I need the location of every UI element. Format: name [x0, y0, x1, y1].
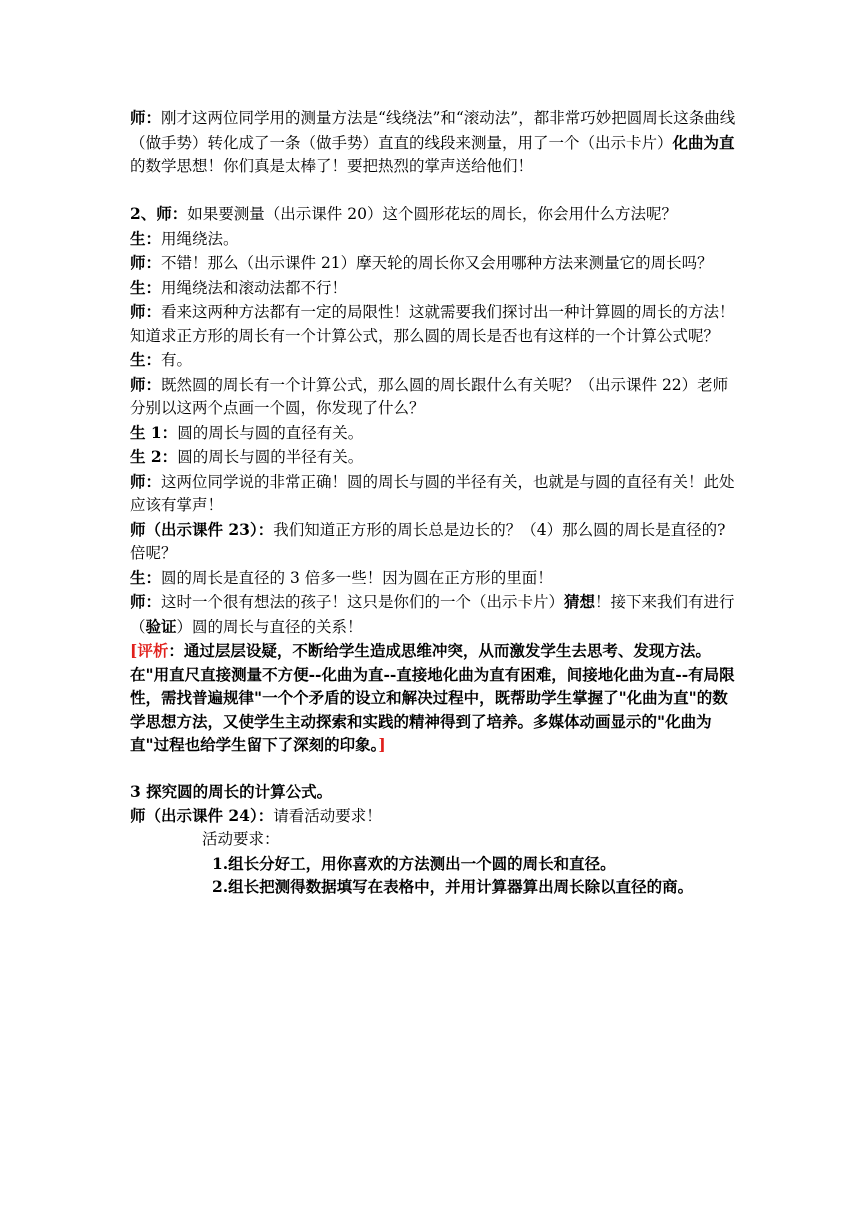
- document-body: [130, 106, 740, 899]
- paragraph-text: 这时一个很有想法的孩子！这只是你们的一个（出示卡片）: [161, 593, 565, 611]
- evaluation-label: [评析: [130, 641, 169, 660]
- paragraph-text: 的数学思想！你们真是太棒了！要把热烈的掌声送给他们！: [130, 157, 534, 175]
- paragraph-student-1: [130, 227, 740, 252]
- blank-line: [130, 757, 740, 781]
- speaker-label: 师（出示课件 24）：: [130, 805, 274, 825]
- paragraph-text: 不错！那么（出示课件 21）摩天轮的周长你又会用哪种方法来测量它的周长吗？: [161, 254, 713, 272]
- activity-requirements-title: 活动要求：: [202, 830, 280, 848]
- paragraph-text: 圆的周长是直径的 3 倍多一些！因为圆在正方形的里面！: [161, 568, 553, 587]
- paragraph-student-3: [130, 348, 740, 373]
- speaker-label: 2、师：: [130, 204, 188, 223]
- activity-requirement-item: 1.组长分好工，用你喜欢的方法测出一个圆的周长和直径。: [212, 853, 616, 873]
- speaker-label: 生 1：: [130, 422, 178, 442]
- speaker-label: 师：: [130, 592, 162, 611]
- paragraph-text: 如果要测量（出示课件 20）这个圆形花坛的周长，你会用什么方法呢？: [187, 205, 677, 223]
- paragraph-text: 圆的周长与圆的直径有关。: [177, 423, 364, 442]
- section-heading: 3 探究圆的周长的计算公式。: [130, 782, 333, 801]
- paragraph-teacher-4: [130, 300, 740, 348]
- paragraph-text: ！接下来我们有进行（: [130, 593, 735, 636]
- paragraph-student-2: [130, 276, 740, 301]
- speaker-label: 生：: [130, 567, 162, 587]
- paragraph-student-5: [130, 445, 740, 470]
- paragraph-text: ）圆的周长与直径的关系！: [176, 617, 363, 636]
- emphasis-text: 化曲为直: [672, 132, 735, 152]
- paragraph-text: 既然圆的周长有一个计算公式，那么圆的周长跟什么有关呢？（出示课件 22）老师分别以这两个点画一个圆，你发现了什么？: [130, 375, 729, 417]
- paragraph-teacher-6: [130, 470, 740, 518]
- speaker-label: 师：: [130, 471, 162, 491]
- paragraph-text: 我们知道正方形的周长总是边长的？（4）那么圆的周长是直径的?倍呢？: [130, 520, 726, 562]
- evaluation-paragraph: [130, 639, 740, 757]
- paragraph-teacher-5: [130, 373, 740, 421]
- speaker-label: 师（出示课件 23）：: [130, 519, 274, 539]
- paragraph-text: 看来这两种方法都有一定的局限性！这就需要我们探讨出一种计算圆的周长的方法！知道求正方形的周长有一个计算公式，那么圆的周长是否也有这样的一个计算公式呢？: [130, 303, 735, 345]
- speaker-label: 生 2：: [130, 447, 178, 466]
- paragraph-text: 用绳绕法和滚动法都不行！: [161, 278, 348, 297]
- paragraph-teacher-2: [130, 202, 740, 227]
- evaluation-close-bracket: ]: [378, 735, 386, 754]
- paragraph-text: 这两位同学说的非常正确！圆的周长与圆的半径有关，也就是与圆的直径有关！此处应该有掌声！: [130, 472, 735, 514]
- speaker-label: 生：: [130, 228, 162, 248]
- paragraph-text: 圆的周长与圆的半径有关。: [177, 448, 364, 466]
- paragraph-text: 刚才这两位同学用的测量方法是“线绕法”和“滚动法”，都非常巧妙把圆周长这条曲线（做手势）转化成了一条（做手势）直直的线段来测量，用了一个（出示卡片）: [130, 109, 736, 152]
- speaker-label: 生：: [130, 350, 162, 369]
- paragraph-student-6: [130, 566, 740, 591]
- paragraph-text: 有。: [161, 351, 193, 369]
- speaker-label: 师：: [130, 302, 162, 321]
- speaker-label: 师：: [130, 374, 162, 394]
- emphasis-text: 验证: [145, 616, 177, 636]
- paragraph-student-4: [130, 421, 740, 446]
- paragraph-teacher-7: [130, 518, 740, 566]
- evaluation-colon: ：: [168, 641, 184, 660]
- paragraph-teacher-8: [130, 590, 740, 639]
- paragraph-text: 请看活动要求！: [273, 806, 382, 825]
- paragraph-teacher-1: [130, 106, 740, 179]
- speaker-label: 师：: [130, 253, 162, 272]
- blank-line: [130, 179, 740, 203]
- paragraph-text: 用绳绕法。: [161, 229, 239, 248]
- speaker-label: 生：: [130, 277, 162, 297]
- emphasis-text: 猜想: [564, 592, 596, 611]
- paragraph-teacher-3: [130, 251, 740, 276]
- paragraph-teacher-9: [130, 804, 740, 829]
- evaluation-text: 通过层层设疑，不断给学生造成思维冲突，从而激发学生去思考、发现方法。在"用直尺直接测量不方便--化曲为直--直接地化曲为直有困难，间接地化曲为直--有局限性，需找普遍规律"一个个矛盾的设立和解决过程中，既帮助学生掌握了"化曲为直"的数学思想方法，又使学生主动探索和实践的精神得到了培养。多媒体动画显示的"化曲为直"过程也给学生留下了深刻的印象。: [130, 641, 735, 754]
- activity-requirement-item: 2.组长把测得数据填写在表格中，并用计算器算出周长除以直径的商。: [212, 877, 694, 896]
- speaker-label: 师：: [130, 108, 162, 127]
